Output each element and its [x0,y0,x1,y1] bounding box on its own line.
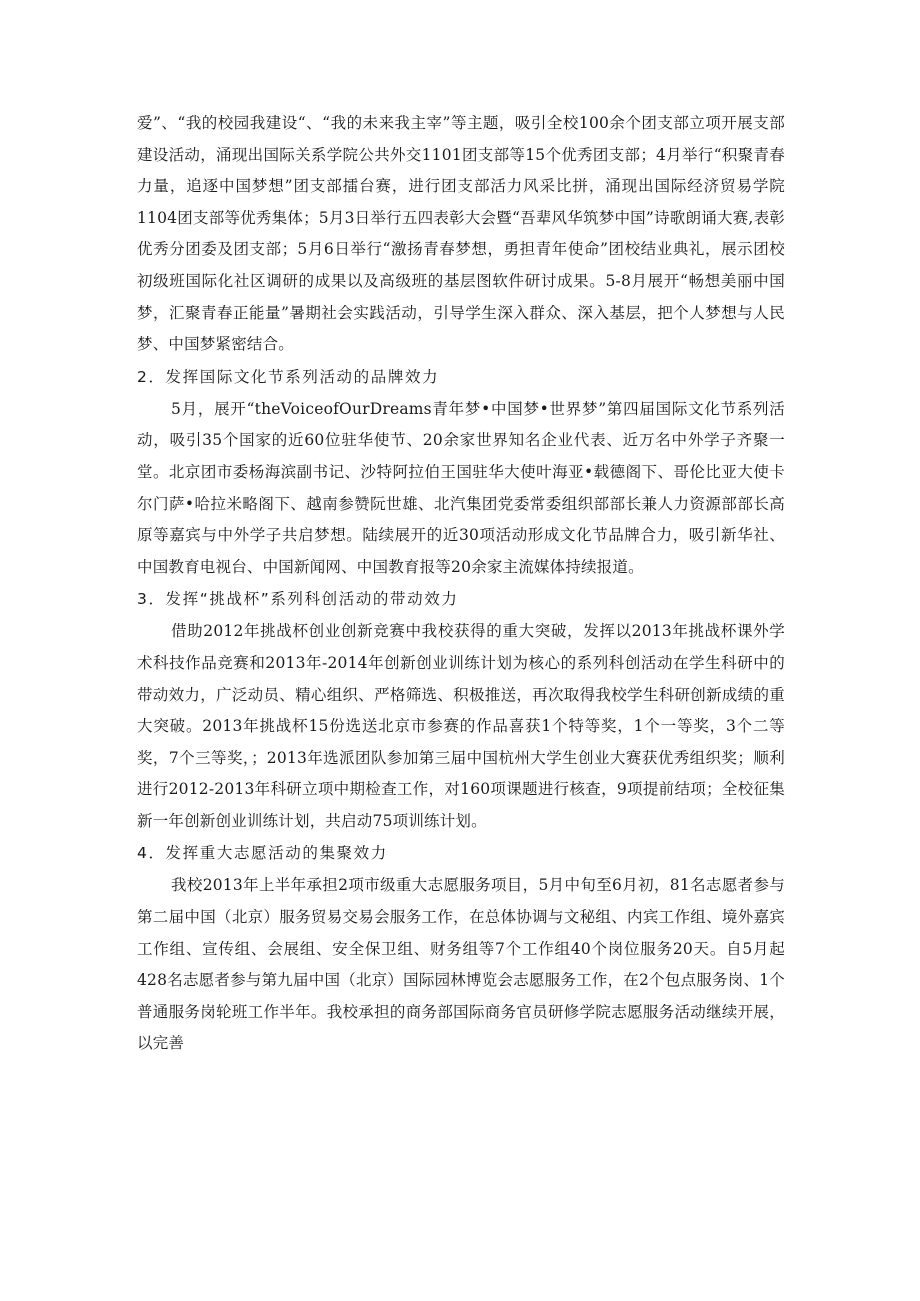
section-heading-volunteer: 4．发挥重大志愿活动的集聚效力 [137,844,388,863]
section-heading-culture-festival: 2．发挥国际文化节系列活动的品牌效力 [137,367,440,386]
section-heading-challenge-cup: 3．发挥“挑战杯”系列科创活动的带动效力 [137,590,459,609]
document-body [137,108,785,1060]
paragraph-culture-festival: 5月，展开“theVoiceofOurDreams青年梦•中国梦•世界梦”第四届国际文化节系列活动，吸引35个国家的近60位驻华使节、20余家世界知名企业代表、近万名中外学子齐聚一堂。北京团市委杨海滨副书记、沙特阿拉伯王国驻华大使叶海亚•载德阁下、哥伦比亚大使卡尔门萨•哈拉米略阁下、越南参赞阮世雄、北汽集团党委常委组织部部长兼人力资源部部长高原等嘉宾与中外学子共启梦想。陆续展开的近30项活动形成文化节品牌合力，吸引新华社、中国教育电视台、中国新闻网、中国教育报等20余家主流媒体持续报道。 [137,399,785,576]
paragraph-volunteer: 我校2013年上半年承担2项市级重大志愿服务项目，5月中旬至6月初，81名志愿者参与第二届中国（北京）服务贸易交易会服务工作，在总体协调与文秘组、内宾工作组、境外嘉宾工作组、宣传组、会展组、安全保卫组、财务组等7个工作组40个岗位服务20天。自5月起428名志愿者参与第九届中国（北京）国际园林博览会志愿服务工作，在2个包点服务岗、1个普通服务岗轮班工作半年。我校承担的商务部国际商务官员研修学院志愿服务活动继续开展，以完善 [137,876,785,1053]
paragraph-challenge-cup: 借助2012年挑战杯创业创新竞赛中我校获得的重大突破，发挥以2013年挑战杯课外学术科技作品竞赛和2013年-2014年创新创业训练计划为核心的系列科创活动在学生科研中的带动效力，广泛动员、精心组织、严格筛选、积极推送，再次取得我校学生科研创新成绩的重大突破。2013年挑战杯15份选送北京市参赛的作品喜获1个特等奖，1个一等奖，3个二等奖，7个三等奖，；2013年选派团队参加第三届中国杭州大学生创业大赛获优秀组织奖；顺利进行2012-2013年科研立项中期检查工作，对160项课题进行核查，9项提前结项；全校征集新一年创新创业训练计划，共启动75项训练计划。 [137,622,785,830]
paragraph-branch-activities: 爱”、“我的校园我建设“、“我的未来我主宰”等主题，吸引全校100余个团支部立项开展支部建设活动，涌现出国际关系学院公共外交1101团支部等15个优秀团支部；4月举行“积聚青春力量，追逐中国梦想”团支部擂台赛，进行团支部活力风采比拼，涌现出国际经济贸易学院1104团支部等优秀集体；5月3日举行五四表彰大会暨“吾辈风华筑梦中国”诗歌朗诵大赛,表彰优秀分团委及团支部；5月6日举行“激扬青春梦想，勇担青年使命”团校结业典礼，展示团校初级班国际化社区调研的成果以及高级班的基层图软件研讨成果。5-8月展开“畅想美丽中国梦，汇聚青春正能量”暑期社会实践活动，引导学生深入群众、深入基层，把个人梦想与人民梦、中国梦紧密结合。 [137,114,785,354]
